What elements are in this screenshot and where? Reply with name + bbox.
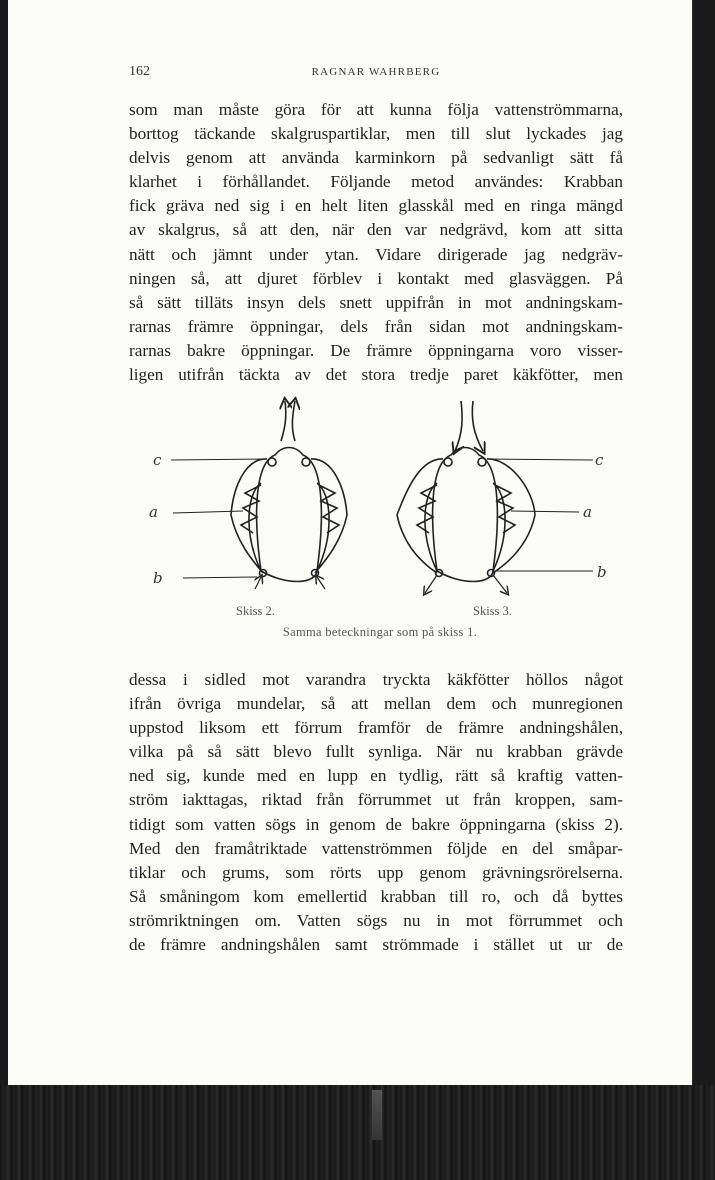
caption-skiss-2: Skiss 2. — [236, 604, 275, 618]
text-line: klarhet i förhållandet. Följande metod användes: Krabban — [129, 172, 623, 192]
text-line: ningen så, att djuret förblev i kontakt med glasväggen. På — [129, 268, 623, 288]
text-line: av skalgrus, så att den, när den var nedgrävd, kom att sitta — [129, 220, 623, 240]
figure-caption: Samma beteckningar som på skiss 1. — [282, 625, 478, 639]
running-head: RAGNAR WAHRBERG — [311, 66, 441, 78]
label-c-left: c — [153, 451, 162, 469]
text-line: ned sig, kunde med en lupp en tydlig, rätt så kraftig vatten- — [129, 766, 623, 786]
text-line: ifrån övriga mundelar, så att mellan dem och munregionen — [129, 694, 623, 714]
page-header — [129, 64, 623, 84]
figure-sketches — [135, 393, 625, 653]
scan-border-right — [693, 0, 715, 1180]
text-line: dessa i sidled mot varandra tryckta käkfötter höllos något — [129, 670, 623, 689]
text-line: borttog täckande skalgruspartiklar, men till slut lyckades jag — [129, 124, 623, 144]
scan-artifact — [372, 1090, 382, 1140]
label-b-left: b — [153, 569, 163, 587]
text-line: vilka på så sätt blevo fullt synliga. När nu krabban grävde — [129, 742, 623, 762]
caption-skiss-3: Skiss 3. — [473, 604, 512, 618]
sketch-drawings — [135, 393, 625, 605]
paragraph-bottom — [129, 668, 623, 957]
page-number: 162 — [129, 64, 150, 79]
text-line: strömriktningen om. Vatten sögs nu in mot förrummet och — [129, 910, 623, 930]
label-a-left: a — [149, 503, 158, 521]
scan-border-bottom — [0, 1085, 715, 1180]
text-line: fick gräva ned sig i en helt liten glasskål med en ringa mängd — [129, 196, 623, 216]
text-line: Med den framåtriktade vattenströmmen följde en del småpar- — [129, 838, 623, 858]
sketch-2 — [171, 401, 347, 589]
text-line: Så småningom kom emellertid krabban till ro, och då byttes — [129, 886, 623, 906]
paragraph-top — [129, 98, 623, 387]
text-line: tidigt som vatten sögs in genom de bakre öppningarna (skiss 2). — [129, 814, 623, 834]
text-line: de främre andningshålen samt strömmade i stället ut ur de — [129, 935, 623, 955]
text-line: så sätt tilläts insyn dels snett uppifrån in mot andningskam- — [129, 292, 623, 312]
text-line: uppstod liksom ett förrum framför de främre andningshålen, — [129, 718, 623, 738]
text-line: rarnas främre öppningar, dels från sidan mot andningskam- — [129, 316, 623, 336]
label-c-right: c — [595, 451, 604, 469]
label-a-right: a — [583, 503, 592, 521]
text-line: ström iakttagas, riktad från förrummet ut från kroppen, sam- — [129, 790, 623, 810]
text-line: nätt och jämnt under ytan. Vidare dirigerade jag nedgräv- — [129, 244, 623, 264]
text-line: delvis genom att använda karminkorn på sedvanligt sätt få — [129, 148, 623, 168]
text-line: rarnas bakre öppningar. De främre öppningarna voro visser- — [129, 340, 623, 360]
text-line: som man måste göra för att kunna följa vattenströmmarna, — [129, 100, 623, 119]
label-b-right: b — [597, 563, 607, 581]
text-line: tiklar och grums, som rörts upp genom grävningsrörelserna. — [129, 862, 623, 882]
sketch-labels — [149, 451, 607, 587]
text-line: ligen utifrån täckta av det stora tredje paret käkfötter, men — [129, 365, 623, 385]
sketch-3 — [397, 401, 593, 593]
